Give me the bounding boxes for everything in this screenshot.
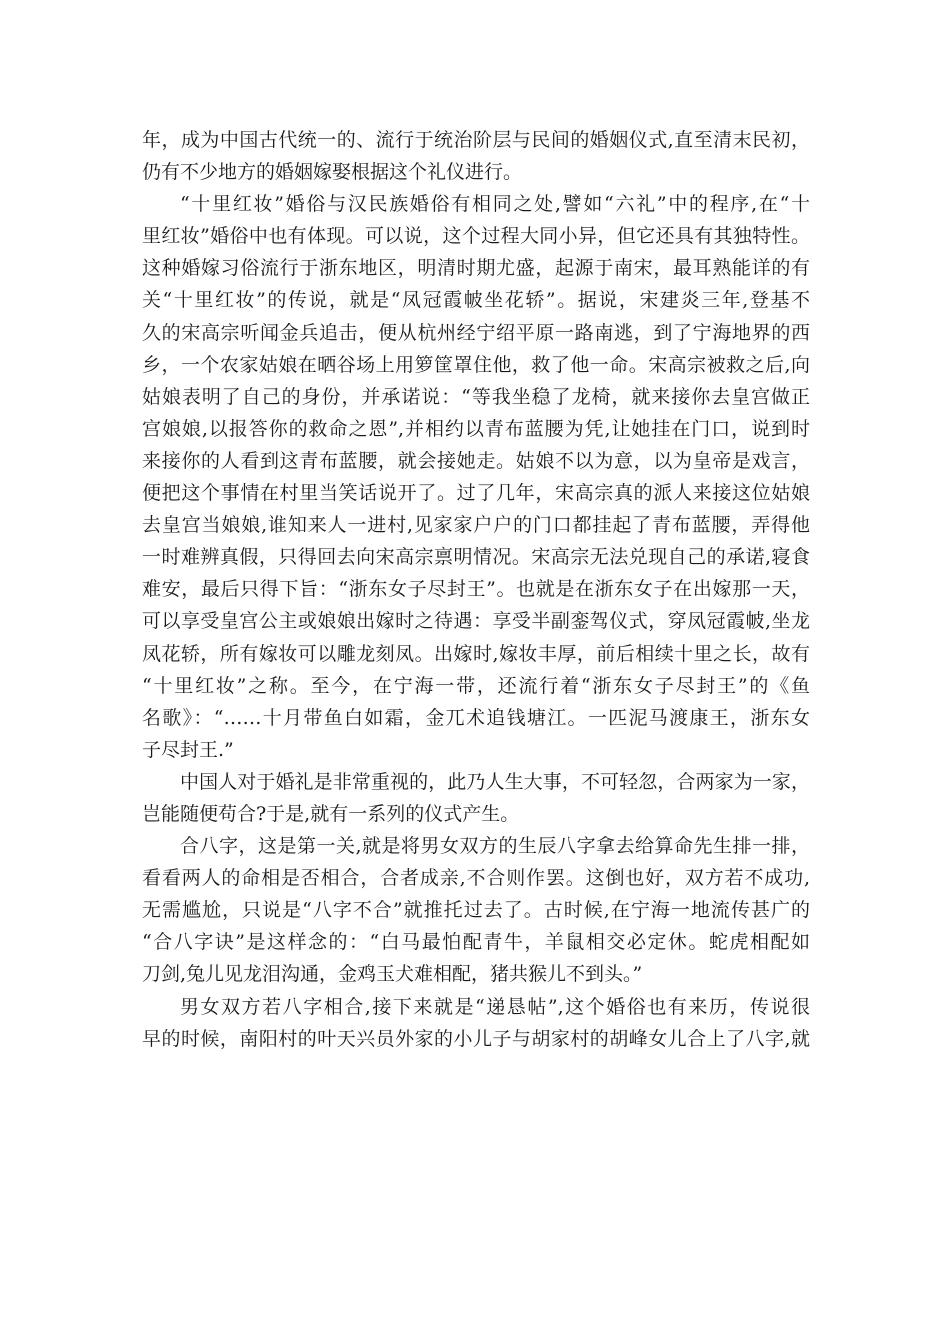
text-line: “十里红妆”之称。至今，在宁海一带，还流行着“浙东女子尽封王”的《鱼	[142, 674, 810, 697]
text-line: 来接你的人看到这青布蓝腰，就会接她走。姑娘不以为意，以为皇帝是戏言，	[142, 449, 810, 472]
text-line: 子尽封王.”	[142, 738, 234, 761]
text-line: 难安，最后只得下旨：“浙东女子尽封王”。也就是在浙东女子在出嫁那一天，	[142, 578, 810, 601]
text-line: 去皇宫当娘娘,谁知来人一进村,见家家户户的门口都挂起了青布蓝腰，弄得他	[142, 514, 810, 537]
text-line: 男女双方若八字相合,接下来就是“递恳帖”,这个婚俗也有来历，传说很	[180, 995, 810, 1018]
text-line: 里红妆”婚俗中也有体现。可以说，这个过程大同小异，但它还具有其独特性。	[142, 225, 810, 248]
text-line: 看看两人的命相是否相合，合者成亲,不合则作罢。这倒也好，双方若不成功,	[142, 867, 810, 890]
text-line: 中国人对于婚礼是非常重视的，此乃人生大事，不可轻忽，合两家为一家，	[180, 770, 810, 793]
text-line: 合八字，这是第一关,就是将男女双方的生辰八字拿去给算命先生排一排，	[180, 835, 810, 858]
text-line: 仍有不少地方的婚姻嫁娶根据这个礼仪进行。	[142, 161, 523, 184]
text-line: 久的宋高宗听闻金兵追击，便从杭州经宁绍平原一路南逃，到了宁海地界的西	[142, 321, 810, 344]
text-line: 名歌》：“……十月带鱼白如霜，金兀术追钱塘江。一匹泥马渡康王，浙东女	[142, 706, 810, 729]
text-line: 便把这个事情在村里当笑话说开了。过了几年，宋高宗真的派人来接这位姑娘	[142, 482, 810, 505]
text-line: “合八字诀”是这样念的：“白马最怕配青牛，羊鼠相交必定休。蛇虎相配如	[142, 931, 810, 954]
text-line: 早的时候，南阳村的叶天兴员外家的小儿子与胡家村的胡峰女儿合上了八字,就	[142, 1027, 810, 1050]
text-line: 可以享受皇宫公主或娘娘出嫁时之待遇：享受半副銮驾仪式，穿凤冠霞帔,坐龙	[142, 610, 810, 633]
text-line: 关“十里红妆”的传说，就是“凤冠霞帔坐花轿”。据说，宋建炎三年,登基不	[142, 289, 810, 312]
text-line: 乡，一个农家姑娘在晒谷场上用箩筐罩住他，救了他一命。宋高宗被救之后,向	[142, 353, 810, 376]
text-line: 年，成为中国古代统一的、流行于统治阶层与民间的婚姻仪式,直至清末民初，	[142, 129, 810, 151]
text-line: 姑娘表明了自己的身份，并承诺说：“等我坐稳了龙椅，就来接你去皇宫做正	[142, 385, 810, 408]
text-line: “十里红妆”婚俗与汉民族婚俗有相同之处,譬如“六礼”中的程序,在“十	[180, 193, 810, 216]
text-line: 凤花轿，所有嫁妆可以雕龙刻凤。出嫁时,嫁妆丰厚，前后相续十里之长，故有	[142, 642, 810, 665]
text-line: 宫娘娘,以报答你的救命之恩”,并相约以青布蓝腰为凭,让她挂在门口，说到时	[142, 417, 810, 440]
body-text	[142, 124, 810, 1055]
text-line: 岂能随便苟合?于是,就有一系列的仪式产生。	[142, 802, 520, 825]
text-line: 一时难辨真假，只得回去向宋高宗禀明情况。宋高宗无法兑现自己的承诺,寝食	[142, 546, 810, 569]
text-line: 无需尴尬，只说是“八字不合”就推托过去了。古时候,在宁海一地流传甚广的	[142, 899, 810, 922]
text-line: 刀剑,兔儿见龙泪沟通，金鸡玉犬难相配，猪共猴儿不到头。”	[142, 963, 643, 986]
text-line: 这种婚嫁习俗流行于浙东地区，明清时期尤盛，起源于南宋，最耳熟能详的有	[142, 257, 810, 280]
